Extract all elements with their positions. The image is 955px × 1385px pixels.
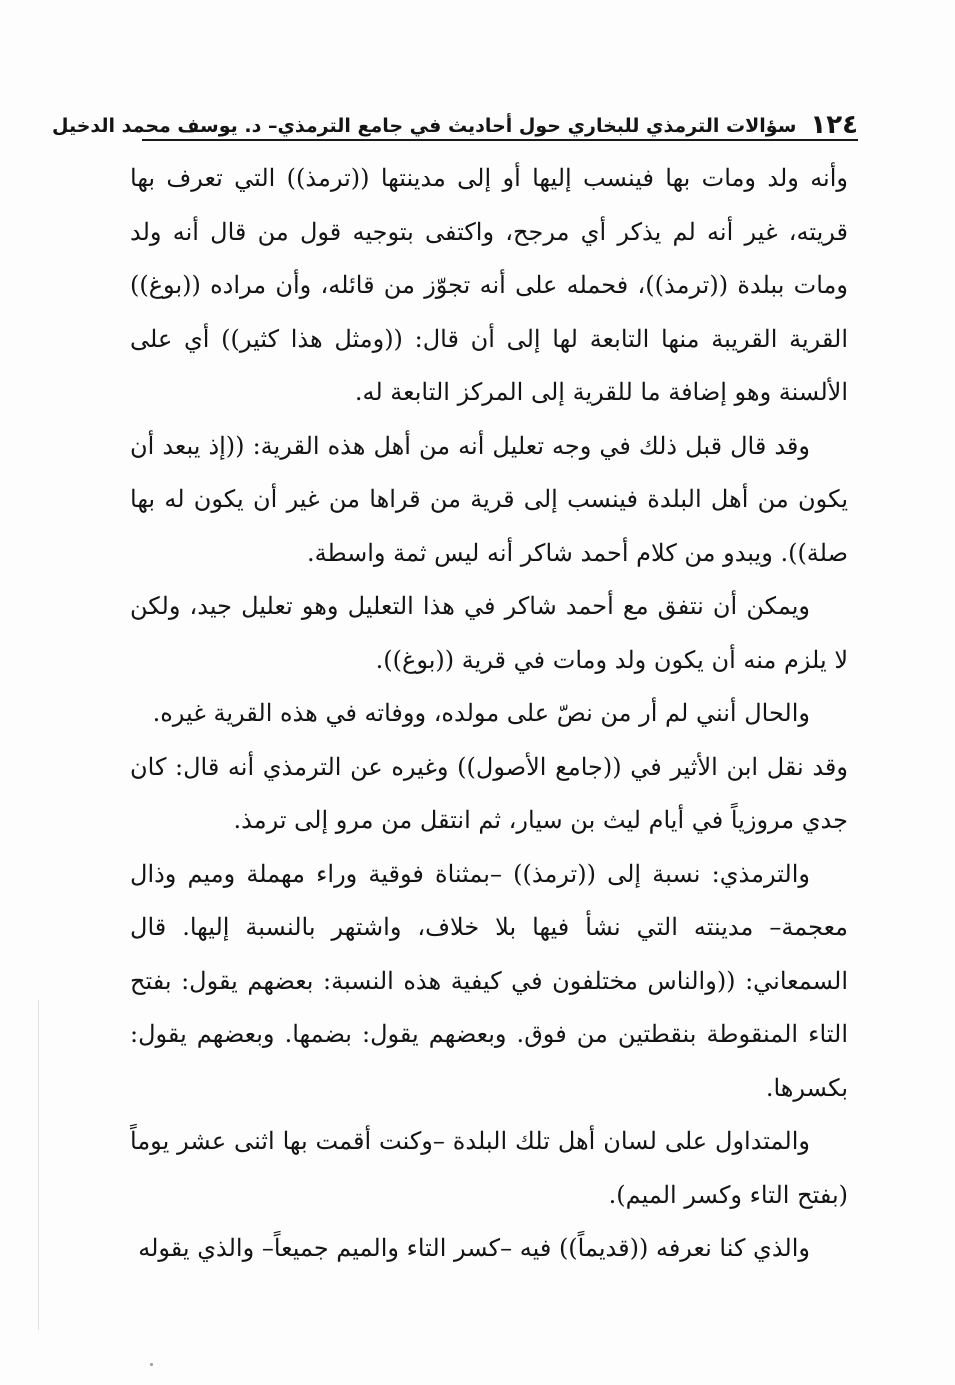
paragraph: والترمذي: نسبة إلى ((ترمذ)) –بمثناة فوقية وراء مهملة وميم وذال معجمة– مدينته التي نشأ فيها بلا خلاف، واشتهر بالنسبة إليها. قال السمعاني: ((والناس مختلفون في كيفية هذه النسبة: بعضهم يقول: بفتح التاء المنقوطة بنقطتين من فوق. وبعضهم يقول: بضمها. وبعضهم يقول: بكسرها. [130,859,848,1102]
page-header [52,98,858,140]
paragraph-continued: والذي كنا نعرفه ((قديماً)) فيه –كسر التاء والميم جميعاً– والذي يقوله [138,1234,810,1262]
scan-artifact-line [38,1000,39,1330]
body-text [130,152,848,1276]
running-title: سؤالات الترمذي للبخاري حول أحاديث في جامع الترمذي– د. يوسف محمد الدخيل [52,115,797,137]
paragraph: وقد نقل ابن الأثير في ((جامع الأصول)) وغيره عن الترمذي أنه قال: كان جدي مروزياً في أيام ليث بن سيار، ثم انتقل من مرو إلى ترمذ. [130,752,848,834]
paragraph: وأنه ولد ومات بها فينسب إليها أو إلى مدينتها ((ترمذ)) التي تعرف بها قريته، غير أنه لم يذكر أي مرجح، واكتفى بتوجيه قول من قال أنه ولد ومات ببلدة ((ترمذ))، فحمله على أنه تجوّز من قائله، وأن مراده ((بوغ)) القرية القريبة منها التابعة لها إلى أن قال: ((ومثل هذا كثير)) أي على الألسنة وهو إضافة ما للقرية إلى المركز التابعة له. [130,164,848,406]
header-rule [142,139,858,141]
paragraph: والحال أنني لم أر من نصّ على مولده، ووفاته في هذه القرية غيره. [152,699,810,727]
paragraph: وقد قال قبل ذلك في وجه تعليل أنه من أهل هذه القرية: ((إذ يبعد أن يكون من أهل البلدة فينسب إلى قرية من قراها من غير أن يكون له بها صلة)). ويبدو من كلام أحمد شاكر أنه ليس ثمة واسطة. [130,431,848,567]
scan-artifact-dot [150,1363,153,1366]
paragraph: ويمكن أن نتفق مع أحمد شاكر في هذا التعليل وهو تعليل جيد، ولكن لا يلزم منه أن يكون ولد ومات في قرية ((بوغ)). [130,592,848,674]
paragraph: والمتداول على لسان أهل تلك البلدة –وكنت أقمت بها اثنى عشر يوماً (بفتح التاء وكسر الميم). [130,1127,848,1209]
page-number: ١٢٤ [810,110,858,140]
